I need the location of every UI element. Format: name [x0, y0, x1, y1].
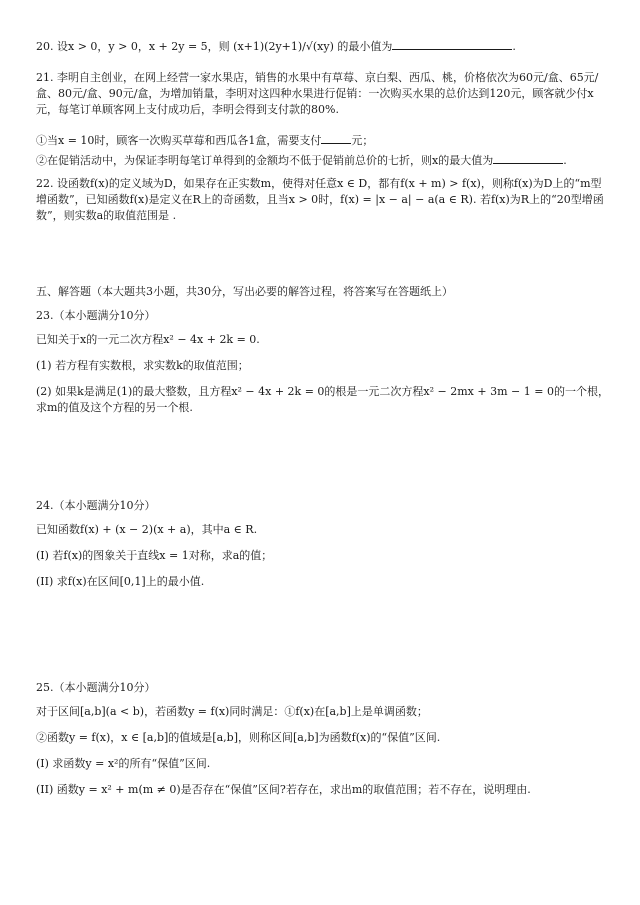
question-21-part1 — [36, 132, 610, 149]
question-20-end: . — [512, 40, 516, 53]
question-24-part1: (I) 若f(x)的图象关于直线x = 1对称，求a的值； — [36, 549, 273, 562]
question-24-stem: 已知函数f(x) + (x − 2)(x + a)，其中a ∈ R. — [36, 523, 258, 536]
question-25-part2: (II) 函数y = x² + m(m ≠ 0)是否存在“保值”区间?若存在，求出m的取值范围；若不存在，说明理由. — [36, 783, 531, 796]
question-23-stem: 已知关于x的一元二次方程x² − 4x + 2k = 0. — [36, 333, 260, 346]
answer-blank — [392, 38, 512, 50]
question-21-intro: 21. 李明自主创业，在网上经营一家水果店，销售的水果中有草莓、京白梨、西瓜、桃，价格依次为60元/盒、65元/盒、80元/盒、90元/盒，为增加销量，李明对这四种水果进行促销：一次购买水果的总价达到120元，顾客就少付x元，每笔订单顾客网上支付成功后，李明会得到支付款的80%. — [36, 71, 599, 116]
question-21-part2-text: ②在促销活动中，为保证李明每笔订单得到的金额均不低于促销前总价的七折，则x的最大值为 — [36, 154, 494, 167]
section-heading: 五、解答题（本大题共3小题，共30分，写出必要的解答过程，将答案写在答题纸上） — [36, 285, 453, 298]
question-21-part1-end: 元； — [351, 134, 374, 147]
question-23-part1: (1) 若方程有实数根，求实数k的取值范围； — [36, 359, 249, 372]
question-21-part2 — [36, 152, 610, 169]
question-23-title: 23.（本小题满分10分） — [36, 309, 156, 322]
answer-blank — [493, 152, 563, 164]
question-22: 22. 设函数f(x)的定义域为D，如果存在正实数m，使得对任意x ∈ D，都有f(x + m) > f(x)，则称f(x)为D上的“m型增函数”，已知函数f(x)是定义在R上的奇函数，且当x > 0时，f(x) = |x − a| − a(a ∈ R). 若f(x)为R上的“20型增函数”，则实数a的取值范围是 . — [36, 177, 604, 222]
question-25-stem: 对于区间[a,b](a < b)，若函数y = f(x)同时满足：①f(x)在[a,b]上是单调函数； — [36, 705, 428, 718]
question-21-part1-text: ①当x = 10时，顾客一次购买草莓和西瓜各1盒，需要支付 — [36, 134, 322, 147]
question-25-part1: (I) 求函数y = x²的所有“保值”区间. — [36, 757, 211, 770]
question-20-text: 20. 设x > 0，y > 0，x + 2y = 5，则 (x+1)(2y+1)/√(xy) 的最小值为 — [36, 40, 393, 53]
question-25-title: 25.（本小题满分10分） — [36, 681, 156, 694]
question-20 — [36, 38, 610, 55]
answer-blank — [321, 132, 351, 144]
question-24-title: 24.（本小题满分10分） — [36, 499, 156, 512]
question-23-part2: (2) 如果k是满足(1)的最大整数，且方程x² − 4x + 2k = 0的根是一元二次方程x² − 2mx + 3m − 1 = 0的一个根，求m的值及这个方程的另一个根. — [36, 385, 609, 414]
question-24-part2: (II) 求f(x)在区间[0,1]上的最小值. — [36, 575, 205, 588]
question-25-condition-2: ②函数y = f(x)，x ∈ [a,b]的值域是[a,b]，则称区间[a,b]为函数f(x)的“保值”区间. — [36, 731, 441, 744]
question-21-part2-end: . — [563, 154, 567, 167]
